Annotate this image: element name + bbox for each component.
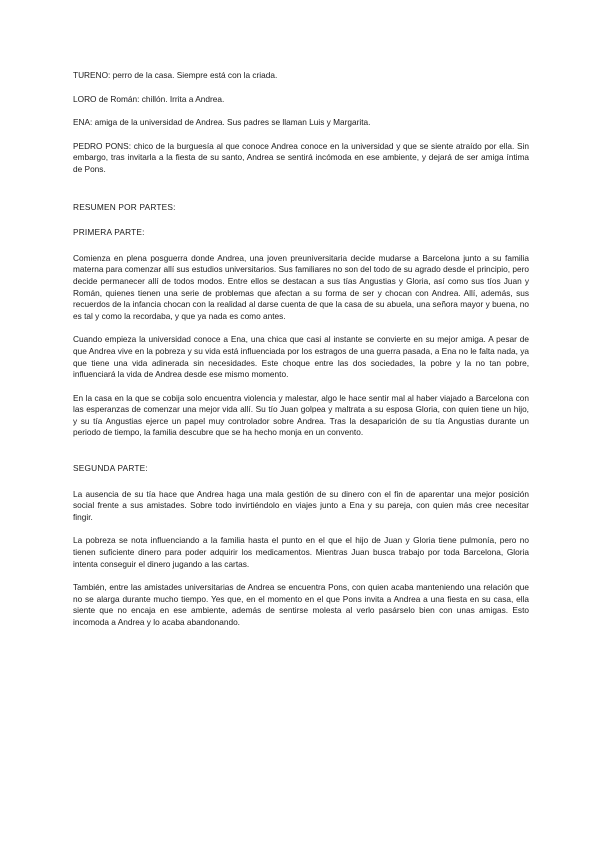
summary-heading: RESUMEN POR PARTES:	[73, 201, 176, 212]
document-page	[73, 70, 529, 629]
part1-paragraph-2: Cuando empieza la universidad conoce a Ena, una chica que casi al instante se convierte en su mejor amiga. A pesar de que Andrea vive en la pobreza y su vida está influenciada por los estragos de una guerra pasada, a Ena no le falta nada, ya que tiene una vida adinerada sin necesidades. Este choque entre las dos sociedades, la pobre y la no tan pobre, influenciará la vida de Andrea desde ese mismo momento.	[73, 334, 529, 380]
character-loro: LORO de Román: chillón. Irrita a Andrea.	[73, 93, 225, 104]
part1-heading: PRIMERA PARTE:	[73, 227, 145, 238]
part2-paragraph-1: La ausencia de su tía hace que Andrea haga una mala gestión de su dinero con el fin de aparentar una mejor posición social frente a sus amistades. Sobre todo invirtiéndolo en viajes junto a Ena y su pareja, con quien más cree necesitar fingir.	[73, 488, 529, 522]
part2-paragraph-3: También, entre las amistades universitarias de Andrea se encuentra Pons, con quien acaba manteniendo una relación que no se alarga durante mucho tiempo. Yes que, en el momento en el que Pons invita a Andrea a una fiesta en su casa, ella siente que no encaja en ese ambiente, además de sentirse molesta al verlo pasárselo bien con unas amigas. Esto incomoda a Andrea y lo acaba abandonando.	[73, 582, 529, 627]
part1-paragraph-1: Comienza en plena posguerra donde Andrea, una joven preuniversitaria decide mudarse a Barcelona junto a su familia materna para comenzar allí sus estudios universitarios. Sus familiares no son del todo de su agrado desde el principio, pero decide permanecer allí de todos modos. Entre ellos se destacan a sus tías Angustias y Gloria, así como sus tíos Juan y Román, quienes tienen una serie de problemas que afectan a su forma de ser y chocan con Andrea. Allí, además, sus recuerdos de la infancia chocan con la realidad al darse cuenta de que la casa de su abuela, una señora mayor y buena, no es tal y como la recordaba, y que ya nada es como antes.	[73, 252, 529, 321]
part2-heading: SEGUNDA PARTE:	[73, 463, 148, 474]
character-ena: ENA: amiga de la universidad de Andrea. Sus padres se llaman Luis y Margarita.	[73, 117, 371, 128]
character-tureno: TURENO: perro de la casa. Siempre está con la criada.	[73, 70, 278, 80]
part2-paragraph-2: La pobreza se nota influenciando a la familia hasta el punto en el que el hijo de Juan y Gloria tiene pulmonía, pero no tienen suficiente dinero para poder adquirir los medicamentos. Mientras Juan busca trabajo por toda Barcelona, Gloria intenta conseguir el dinero jugando a las cartas.	[73, 535, 529, 569]
part1-paragraph-3: En la casa en la que se cobija solo encuentra violencia y malestar, algo le hace sentir mal al haber viajado a Barcelona con las esperanzas de comenzar una mejor vida allí. Su tío Juan golpea y maltrata a su esposa Gloria, con quien tiene un hijo, y su tía Angustias ejerce un papel muy controlador sobre Andrea. Tras la desaparición de su tía Angustias durante un periodo de tiempo, la familia descubre que se ha hecho monja en un convento.	[73, 392, 529, 438]
character-pedro-pons: PEDRO PONS: chico de la burguesía al que conoce Andrea conoce en la universidad y que se siente atraído por ella. Sin embargo, tras invitarla a la fiesta de su santo, Andrea se sentirá incómoda en ese ambiente, y dejará de ser amiga íntima de Pons.	[73, 140, 529, 174]
